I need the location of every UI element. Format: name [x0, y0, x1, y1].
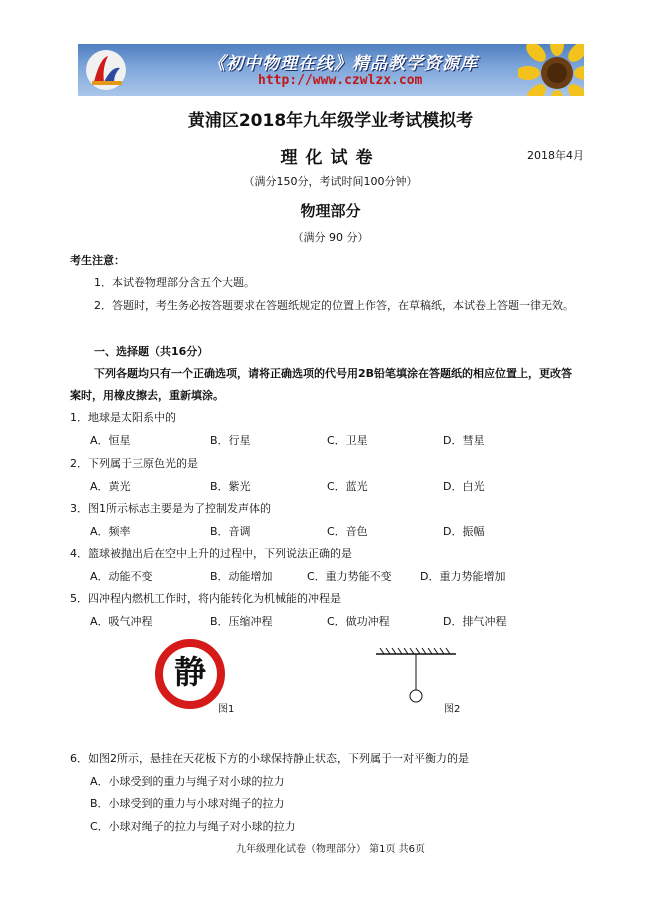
- question-5-option-c: C．做功冲程: [327, 615, 390, 628]
- question-2-option-d: D．白光: [443, 480, 485, 493]
- banner-title: 《初中物理在线》精品教学资源库: [208, 54, 478, 74]
- banner-url: http://www.czwlzx.com: [258, 73, 423, 88]
- question-2-option-b: B．紫光: [210, 480, 251, 493]
- question-1-stem: 1．地球是太阳系中的: [70, 411, 176, 424]
- figure-1-label: 图1: [218, 704, 235, 715]
- question-1-option-c: C．卫星: [327, 434, 368, 447]
- question-4-option-d: D．重力势能增加: [420, 570, 506, 583]
- figure-2-label: 图2: [444, 704, 461, 715]
- question-4-option-a: A．动能不变: [90, 570, 153, 583]
- question-1-option-b: B．行星: [210, 434, 251, 447]
- question-3-stem: 3．图1所示标志主要是为了控制发声体的: [70, 502, 271, 515]
- question-4-option-c: C．重力势能不变: [307, 570, 392, 583]
- notice-item-2: 2．答题时，考生务必按答题要求在答题纸规定的位置上作答，在草稿纸，本试卷上答题一律无效。: [94, 299, 574, 312]
- score-note: （满分150分，考试时间100分钟）: [243, 175, 418, 188]
- question-3-option-b: B．音调: [210, 525, 251, 538]
- section-title: 物理部分: [300, 202, 361, 220]
- question-6-option-a: A．小球受到的重力与绳子对小球的拉力: [90, 775, 285, 788]
- question-5-option-a: A．吸气冲程: [90, 615, 153, 628]
- site-logo-icon: [84, 48, 128, 92]
- question-1-option-a: A．恒星: [90, 434, 131, 447]
- header-banner: [78, 44, 584, 96]
- question-6-option-c: C．小球对绳子的拉力与绳子对小球的拉力: [90, 820, 296, 833]
- question-3-option-d: D．振幅: [443, 525, 485, 538]
- question-5-option-d: D．排气冲程: [443, 615, 507, 628]
- subject-title: 理化试卷: [280, 148, 381, 168]
- notice-heading: 考生注意：: [70, 254, 125, 267]
- question-2-option-c: C．蓝光: [327, 480, 368, 493]
- sunflower-icon: [518, 44, 584, 96]
- section-score: （满分 90 分）: [292, 231, 369, 244]
- question-5-stem: 5．四冲程内燃机工作时，将内能转化为机械能的冲程是: [70, 592, 341, 605]
- question-6-stem: 6．如图2所示，悬挂在天花板下方的小球保持静止状态，下列属于一对平衡力的是: [70, 752, 469, 765]
- question-6-option-b: B．小球受到的重力与小球对绳子的拉力: [90, 797, 285, 810]
- part1-instruction-line1: 下列各题均只有一个正确选项，请将正确选项的代号用2B铅笔填涂在答题纸的相应位置上，更改答: [94, 367, 573, 380]
- question-2-option-a: A．黄光: [90, 480, 131, 493]
- question-1-option-d: D．彗星: [443, 434, 485, 447]
- page-footer: 九年级理化试卷（物理部分） 第1页 共6页: [235, 844, 426, 855]
- part1-heading: 一、选择题（共16分）: [94, 345, 209, 358]
- question-3-option-c: C．音色: [327, 525, 368, 538]
- part1-instruction-line2: 案时，用橡皮擦去，重新填涂。: [70, 389, 224, 402]
- question-2-stem: 2．下列属于三原色光的是: [70, 457, 198, 470]
- figure-1-quiet-sign: [154, 638, 226, 710]
- notice-item-1: 1．本试卷物理部分含五个大题。: [94, 276, 255, 289]
- question-3-option-a: A．频率: [90, 525, 131, 538]
- question-4-option-b: B．动能增加: [210, 570, 273, 583]
- sign-text: 静: [173, 653, 206, 691]
- question-5-option-b: B．压缩冲程: [210, 615, 273, 628]
- page-title: 黄浦区2018年九年级学业考试模拟考: [187, 111, 474, 131]
- exam-date: 2018年4月: [527, 149, 584, 162]
- question-4-stem: 4．篮球被抛出后在空中上升的过程中，下列说法正确的是: [70, 547, 352, 560]
